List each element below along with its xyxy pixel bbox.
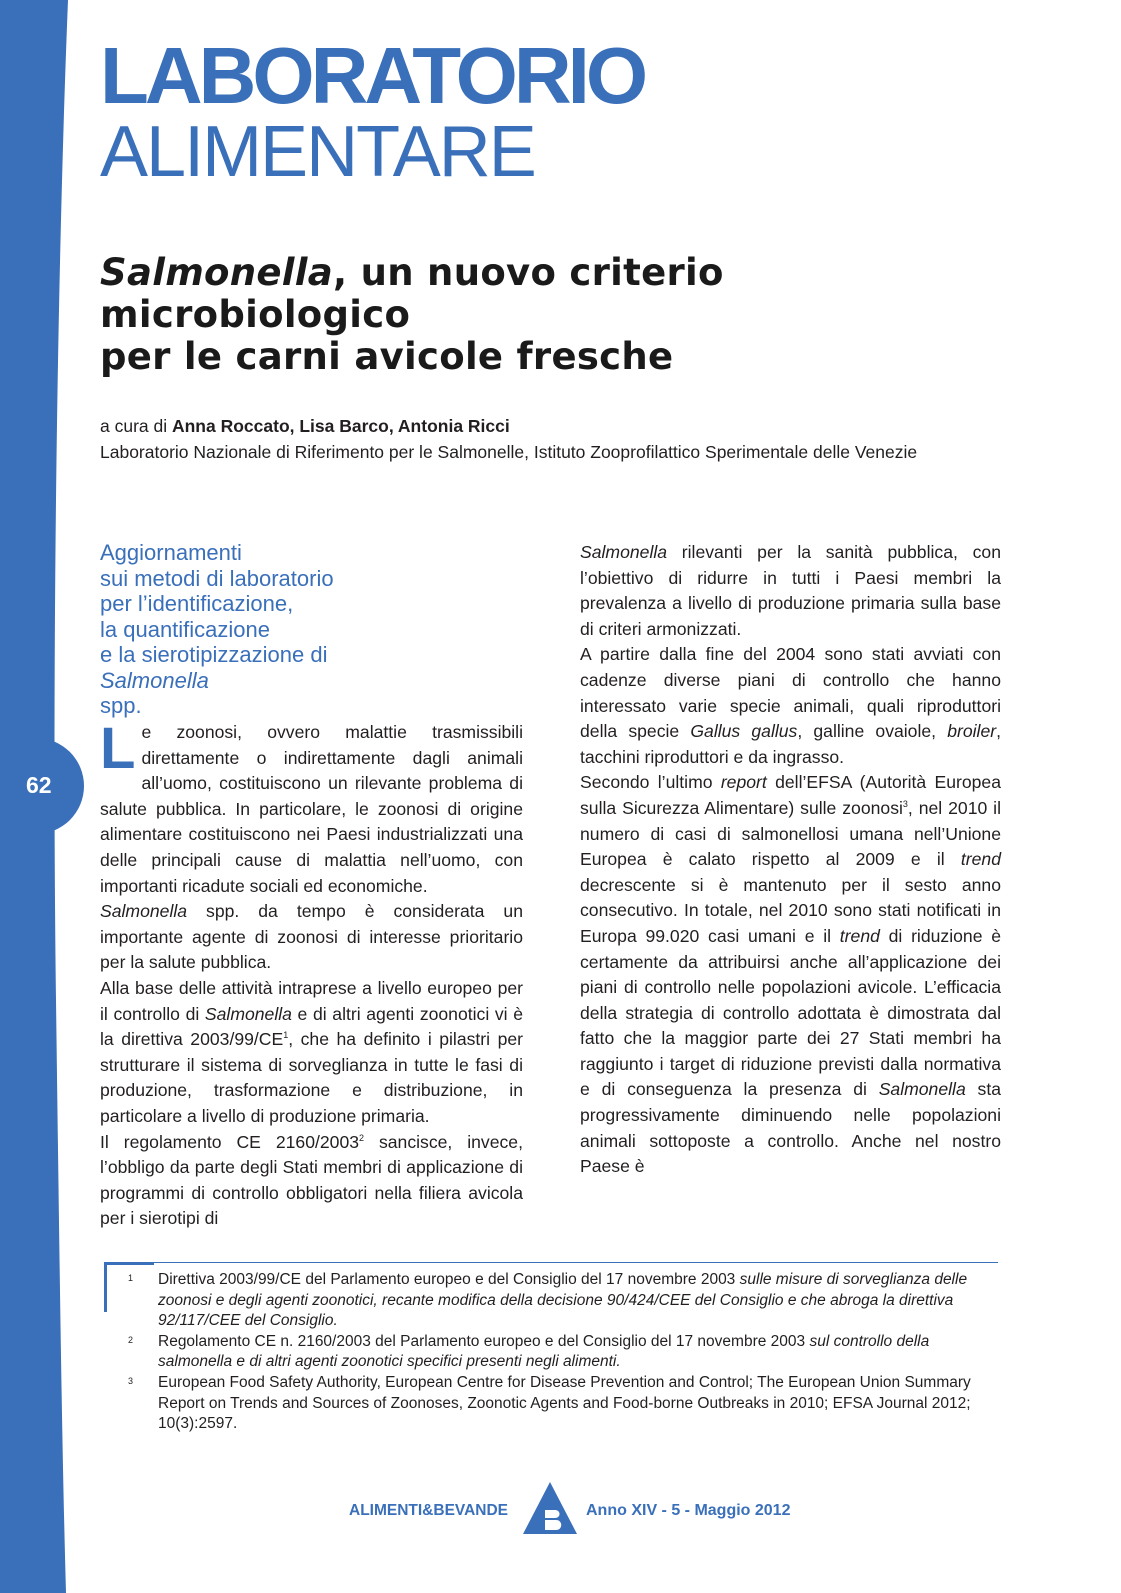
body-column-right	[580, 540, 1001, 1180]
paragraph-6-italic-1: report	[720, 772, 767, 793]
footnote-text: Regolamento CE n. 2160/2003 del Parlamento europeo e del Consiglio del 17 novembre 2003	[158, 1332, 810, 1350]
title-line2: microbiologico	[100, 293, 411, 336]
paragraph-6-f: sta progressivamente diminuendo nelle popolazioni animali sottoposte a controllo. Anche nel nostro Paese è	[580, 1079, 1001, 1177]
footer-brand: ALIMENTI&BEVANDE	[349, 1502, 509, 1519]
drop-cap: L	[100, 716, 136, 781]
paragraph-4	[100, 1130, 523, 1232]
footer-issue: Anno XIV - 5 - Maggio 2012	[586, 1502, 791, 1519]
footnote-ref-2[interactable]: 2	[359, 1132, 365, 1143]
paragraph-6-italic-2: trend	[960, 849, 1001, 870]
alimenti-bevande-logo-icon	[521, 1480, 579, 1536]
paragraph-6-b: dell’EFSA (Autorità Europea sulla Sicurezza Alimentare) sulle zoonosi	[580, 772, 1002, 818]
paragraph-6	[580, 770, 1001, 1180]
footnote-ref-3[interactable]: 3	[902, 799, 908, 810]
byline-prefix: a cura di	[100, 416, 172, 436]
footnote-text: Direttiva 2003/99/CE del Parlamento europeo e del Consiglio del 17 novembre 2003	[158, 1271, 740, 1288]
subtitle-line5-b: spp.	[100, 693, 142, 718]
footnotes-rule	[104, 1262, 998, 1263]
footnote-3	[124, 1373, 998, 1435]
section-masthead-line1: LABORATORIO	[100, 31, 645, 120]
article-subtitle	[100, 540, 540, 719]
paragraph-4-italic: Salmonella	[580, 542, 668, 562]
title-italic: Salmonella	[100, 251, 334, 294]
paragraph-2-italic: Salmonella	[100, 901, 188, 922]
subtitle-line4: la quantificazione	[100, 616, 271, 642]
paragraph-4-a: Il regolamento CE 2160/2003	[100, 1131, 360, 1152]
title-line1: , un nuovo criterio	[333, 251, 724, 294]
paragraph-6-c: , nel 2010 il numero di casi di salmonellosi umana nell’Unione Europea è calato rispetto al 2009 e il	[580, 797, 1001, 870]
page-number: 62	[26, 772, 52, 798]
paragraph-3-italic: Salmonella	[204, 1003, 292, 1024]
paragraph-5-c: , tacchini riproduttori e da ingrasso.	[580, 721, 1001, 767]
paragraph-6-italic-4: Salmonella	[878, 1079, 966, 1100]
paragraph-2	[100, 899, 523, 976]
paragraph-6-a: Secondo l’ultimo	[580, 772, 721, 793]
paragraph-4-continued	[580, 540, 1001, 642]
byline	[100, 414, 510, 438]
paragraph-6-d: decrescente si è mantenuto per il sesto anno consecutivo. In totale, nel 2010 sono stati notificati in Europa 99.020 casi umani e il	[580, 874, 1001, 946]
footnote-number: 3	[128, 1375, 134, 1386]
paragraph-3-a: Alla base delle attività intraprese a livello europeo per il controllo di	[100, 977, 523, 1024]
footnote-text: European Food Safety Authority, European Centre for Disease Prevention and Control; The European Union Summary Report on Trends and Sources of Zoonoses, Zoonotic Agents and Food-borne Outbreaks in 2010; EFSA Journal 2012; 10(3):2597.	[158, 1373, 971, 1433]
footnote-ref-1[interactable]: 1	[283, 1030, 289, 1041]
subtitle-line5	[100, 642, 540, 719]
affiliation: Laboratorio Nazionale di Riferimento per le Salmonelle, Istituto Zooprofilattico Sperimentale delle Venezie	[100, 442, 918, 462]
article-title	[100, 252, 820, 378]
paragraph-6-e: di riduzione è certamente da attribuirsi anche all’applicazione dei piani di controllo nelle popolazioni avicole. L’efficacia della strategia di controllo adottata è dimostrata dal fatto che la maggior parte dei 27 Stati membri ha raggiunto i target di riduzione previsti dalla normativa e di conseguenza la presenza di	[580, 925, 1001, 1100]
footnote-number: 2	[128, 1334, 134, 1345]
paragraph-3	[100, 976, 523, 1130]
section-masthead-line2: ALIMENTARE	[100, 112, 535, 192]
paragraph-5-italic-1: Gallus gallus	[690, 721, 798, 742]
body-column-left	[100, 716, 523, 1232]
paragraph-5-italic-2: broiler	[947, 721, 997, 742]
footnotes	[124, 1270, 998, 1435]
paragraph-5-a: A partire dalla fine del 2004 sono stati avviati con cadenze diverse piani di controllo che hanno interessato varie specie animali, quali riproduttori della specie	[580, 644, 1001, 742]
subtitle-line1: Aggiornamenti	[100, 540, 242, 565]
paragraph-5	[580, 642, 1001, 770]
paragraph-1-text: e zoonosi, ovvero malattie trasmissibili direttamente o indirettamente dagli animali all’uomo, costituiscono un rilevante problema di salute pubblica. In particolare, le zoonosi di origine alimentare costituiscono nei Paesi industrializzati una delle principali cause di malattia nell’uomo, con importanti ricadute sociali ed economiche.	[100, 722, 523, 896]
title-line3: per le carni avicole fresche	[100, 335, 674, 378]
footnote-italic: sul controllo della salmonella e di altri agenti zoonotici specifici presenti negli alimenti.	[158, 1332, 930, 1371]
paragraph-4-b: sancisce, invece, l’obbligo da parte degli Stati membri di applicazione di programmi di controllo obbligatori nella filiera avicola per i sierotipi di	[100, 1131, 523, 1229]
page-footer	[349, 1480, 809, 1540]
subtitle-line5-italic: Salmonella	[100, 667, 209, 693]
paragraph-3-b: e di altri agenti zoonotici vi è la direttiva 2003/99/CE	[100, 1003, 523, 1050]
footnote-1	[124, 1270, 998, 1332]
paragraph-1	[100, 716, 523, 899]
footnote-number: 1	[128, 1273, 134, 1283]
paragraph-6-italic-3: trend	[839, 925, 880, 946]
paragraph-2-text: spp. da tempo è considerata un importante agente di zoonosi di interesse prioritario per la salute pubblica.	[100, 901, 523, 973]
subtitle-line5-a: e la sierotipizzazione di	[100, 642, 328, 667]
byline-authors: Anna Roccato, Lisa Barco, Antonia Ricci	[171, 416, 510, 436]
paragraph-5-b: , galline ovaiole,	[797, 721, 948, 742]
paragraph-3-c: , che ha definito i pilastri per strutturare il sistema di sorveglianza in tutte le fasi di produzione, trasformazione e distribuzione, in particolare a livello di produzione primaria.	[100, 1029, 523, 1126]
footnote-2	[124, 1332, 998, 1373]
subtitle-line3: per l’identificazione,	[100, 591, 294, 616]
footnote-italic: sulle misure di sorveglianza delle zoonosi e degli agenti zoonotici, recante modifica della decisione 90/424/CEE del Consiglio e che abroga la direttiva 92/117/CEE del Consiglio.	[158, 1271, 968, 1330]
paragraph-4-c: rilevanti per la sanità pubblica, con l’obiettivo di ridurre in tutti i Paesi membri la prevalenza a livello di produzione primaria sulla base di criteri armonizzati.	[580, 542, 1001, 639]
subtitle-line2: sui metodi di laboratorio	[100, 565, 334, 591]
